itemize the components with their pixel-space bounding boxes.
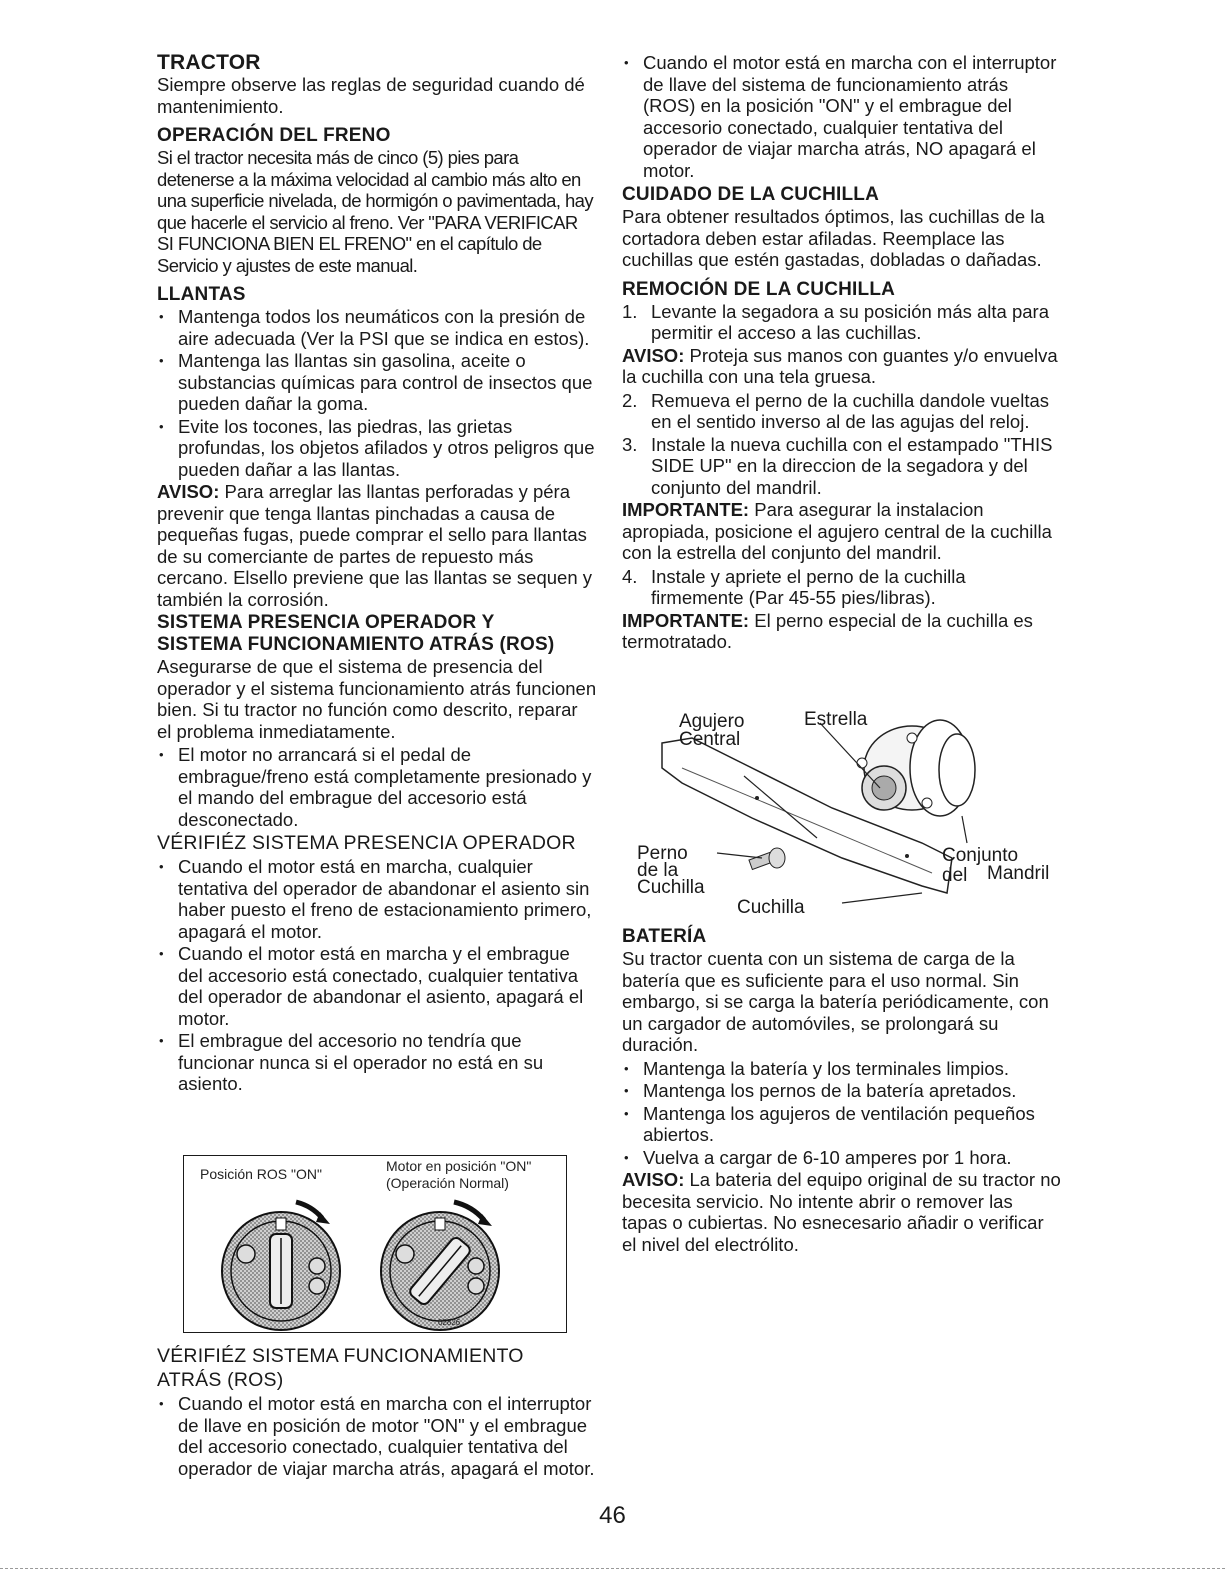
figure-label-motor-on: Motor en posición "ON" xyxy=(386,1158,532,1174)
figure-label-ros-on: Posición ROS "ON" xyxy=(200,1166,322,1182)
heading-blade-care: CUIDADO DE LA CUCHILLA xyxy=(622,184,880,205)
battery-list xyxy=(622,1058,1062,1169)
ops-text: Asegurarse de que el sistema de presencia del operador y el sistema funcionamiento atrás funcionen bien. Si tu tractor no función como descrito, reparar el problema inmediatamente. xyxy=(157,656,597,742)
notice-text: Para arreglar las llantas perforadas y péra prevenir que tenga llantas pinchadas a causa de pequeñas fugas, puede comprar el sello para llantas de su comerciante de partes de repuesto más cercano. Elsello previene que las llantas se sequen y también la corrosión. xyxy=(157,481,593,610)
important-label: IMPORTANTE: xyxy=(622,609,750,631)
ignition-figure xyxy=(183,1155,567,1333)
blade-care-text: Para obtener resultados óptimos, las cuchillas de la cortadora deben estar afiladas. Reemplace las cuchillas que estén gastadas, dobladas o dañadas. xyxy=(622,206,1045,270)
list-item: • Mantenga la batería y los terminales limpios. xyxy=(622,1058,1062,1080)
important-notice-2 xyxy=(622,610,1062,653)
left-column xyxy=(157,52,597,1096)
notice-label: AVISO: xyxy=(622,344,685,366)
important-notice-1 xyxy=(622,499,1062,564)
label-estrella: Estrella xyxy=(804,709,868,730)
important-label: IMPORTANTE: xyxy=(622,499,750,520)
step-number: 1. xyxy=(622,300,638,322)
figure-label-normal: (Operación Normal) xyxy=(386,1175,509,1191)
step-text: Levante la segadora a su posición más alta para permitir el acceso a las cuchillas. xyxy=(651,300,1050,343)
list-item: • Mantenga todos los neumáticos con la presión de aire adecuada (Ver la PSI que se indica en estos). xyxy=(157,306,597,349)
blade-figure xyxy=(622,708,1050,923)
right-column-lower xyxy=(622,926,1062,1257)
heading-ops-1: SISTEMA PRESENCIA OPERADOR Y xyxy=(157,612,495,633)
label-agujero-1: Agujero xyxy=(679,711,745,732)
step-number: 4. xyxy=(622,565,638,587)
heading-ops-2: SISTEMA FUNCIONAMIENTO ATRÁS (ROS) xyxy=(157,634,555,655)
list-item xyxy=(622,301,1062,344)
right-column xyxy=(622,52,1062,655)
step-text: Remueva el perno de la cuchilla dandole vueltas en el sentido inverso al de las agujas del reloj. xyxy=(651,389,1050,432)
step-text: Instale la nueva cuchilla con el estampado "THIS SIDE UP" en la direccion de la segadora y del conjunto del mandril. xyxy=(651,433,1053,498)
tires-list xyxy=(157,306,597,480)
list-item: • Cuando el motor está en marcha y el embrague del accesorio está conectado, cualquier tentativa del operador de abandonar el asiento, apagará el motor. xyxy=(157,943,597,1029)
list-item: • El embrague del accesorio no tendría que funcionar nunca si el operador no está en su asiento. xyxy=(157,1030,597,1095)
removal-steps-c xyxy=(622,566,1062,609)
removal-steps-a xyxy=(622,301,1062,344)
removal-steps-b xyxy=(622,390,1062,499)
intro-text: Siempre observe las reglas de seguridad cuando dé mantenimiento. xyxy=(157,74,585,117)
label-agujero-2: Central xyxy=(679,729,741,750)
list-item: • Cuando el motor está en marcha con el interruptor de llave en posición de motor "ON" y el embrague del accesorio conectado, cualquier tentativa del operador de viajar marcha atrás, apagará el motor. xyxy=(157,1393,597,1479)
heading-tires: LLANTAS xyxy=(157,284,246,305)
important-text: El perno especial de la cuchilla es termotratado. xyxy=(622,609,1033,652)
heading-blade-removal: REMOCIÓN DE LA CUCHILLA xyxy=(622,278,896,300)
important-text: Para asegurar la instalacion apropiada, posicione el agujero central de la cuchilla con la estrella del conjunto del mandril. xyxy=(622,499,1052,563)
battery-notice xyxy=(622,1169,1062,1255)
key-switch-ros-icon xyxy=(222,1202,340,1330)
notice-label: AVISO: xyxy=(622,1169,685,1190)
ros-list xyxy=(622,52,1062,181)
list-item: • Cuando el motor está en marcha con el interruptor de llave del sistema de funcionamiento atrás (ROS) en la posición "ON" y el embrague del accesorio conectado, cualquier tentativa del operador de viajar marcha atrás, NO apagará el motor. xyxy=(622,52,1062,181)
heading-battery: BATERÍA xyxy=(622,926,707,947)
key-switch-on-icon xyxy=(381,1202,499,1330)
battery-text: Su tractor cuenta con un sistema de carga de la batería que es suficiente para el uso normal. Sin embargo, si se carga la batería periódicamente, con un cargador de automóviles, se prolongará su duración. xyxy=(622,948,1049,1055)
step-text: Instale y apriete el perno de la cuchilla firmemente (Par 45-55 pies/libras). xyxy=(651,565,966,608)
list-item: • Vuelva a cargar de 6-10 amperes por 1 hora. xyxy=(622,1147,1062,1169)
verify-ros-list xyxy=(157,1393,597,1479)
step-number: 3. xyxy=(622,433,638,455)
removal-notice xyxy=(622,345,1062,388)
list-item xyxy=(622,390,1062,433)
label-perno-3: Cuchilla xyxy=(637,877,705,898)
heading-verify-ros-1: VÉRIFIÉZ SISTEMA FUNCIONAMIENTO xyxy=(157,1345,524,1367)
page-number: 46 xyxy=(599,1502,626,1529)
page-bottom-rule xyxy=(0,1568,1225,1569)
list-item: • El motor no arrancará si el pedal de embrague/freno está completamente presionado y el mando del embrague del accesorio está desconectado. xyxy=(157,744,597,830)
mandrel-assembly xyxy=(857,720,975,816)
list-item xyxy=(622,566,1062,609)
bolt-shape xyxy=(749,848,785,869)
section-title-tractor: TRACTOR xyxy=(157,51,261,74)
verify-operator-list xyxy=(157,856,597,1095)
list-item: • Mantenga las llantas sin gasolina, aceite o substancias químicas para control de insectos que pueden dañar la goma. xyxy=(157,350,597,415)
brake-text: Si el tractor necesita más de cinco (5) pies para detenerse a la máxima velocidad al cambio más alto en una superficie nivelada, de hormigón o pavimentada, hay que hacerle el servicio al freno. Ver "PARA VERIFICAR SI FUNCIONA BIEN EL FRENO" en el capítulo de Servicio y ajustes de este manual. xyxy=(157,147,593,276)
list-item: • Cuando el motor está en marcha, cualquier tentativa del operador de abandonar el asiento sin haber puesto el freno de estacionamiento primero, apagará el motor. xyxy=(157,856,597,942)
notice-text: Proteja sus manos con guantes y/o envuelva la cuchilla con una tela gruesa. xyxy=(622,344,1058,387)
list-item: • Mantenga los agujeros de ventilación pequeños abiertos. xyxy=(622,1103,1062,1146)
ignition-switch-drawing xyxy=(184,1156,566,1332)
label-cuchilla: Cuchilla xyxy=(737,897,805,918)
heading-brake: OPERACIÓN DEL FRENO xyxy=(157,125,391,146)
list-item: • Mantenga los pernos de la batería apretados. xyxy=(622,1080,1062,1102)
heading-verify-ros-2: ATRÁS (ROS) xyxy=(157,1369,284,1391)
figure-code: 02826 xyxy=(438,1318,461,1327)
left-column-lower xyxy=(157,1343,597,1480)
list-item: • Evite los tocones, las piedras, las grietas profundas, los objetos afilados y otros peligros que pueden dañar a las llantas. xyxy=(157,416,597,481)
label-conjunto-2: Mandril xyxy=(987,863,1050,884)
ops-list xyxy=(157,744,597,830)
label-conjunto-1: Conjunto del xyxy=(942,845,1019,886)
list-item xyxy=(622,434,1062,499)
label-perno-2: de la xyxy=(637,860,679,881)
notice-text: La bateria del equipo original de su tractor no becesita servicio. No intente abrir o remover las tapas o cubiertas. No esnecesario añadir o verificar el nivel del electrólito. xyxy=(622,1169,1061,1255)
heading-verify-operator: VÉRIFIÉZ SISTEMA PRESENCIA OPERADOR xyxy=(157,832,576,854)
notice-label: AVISO: xyxy=(157,481,220,502)
label-perno-1: Perno xyxy=(637,843,688,864)
step-number: 2. xyxy=(622,389,638,411)
tires-notice xyxy=(157,481,597,610)
